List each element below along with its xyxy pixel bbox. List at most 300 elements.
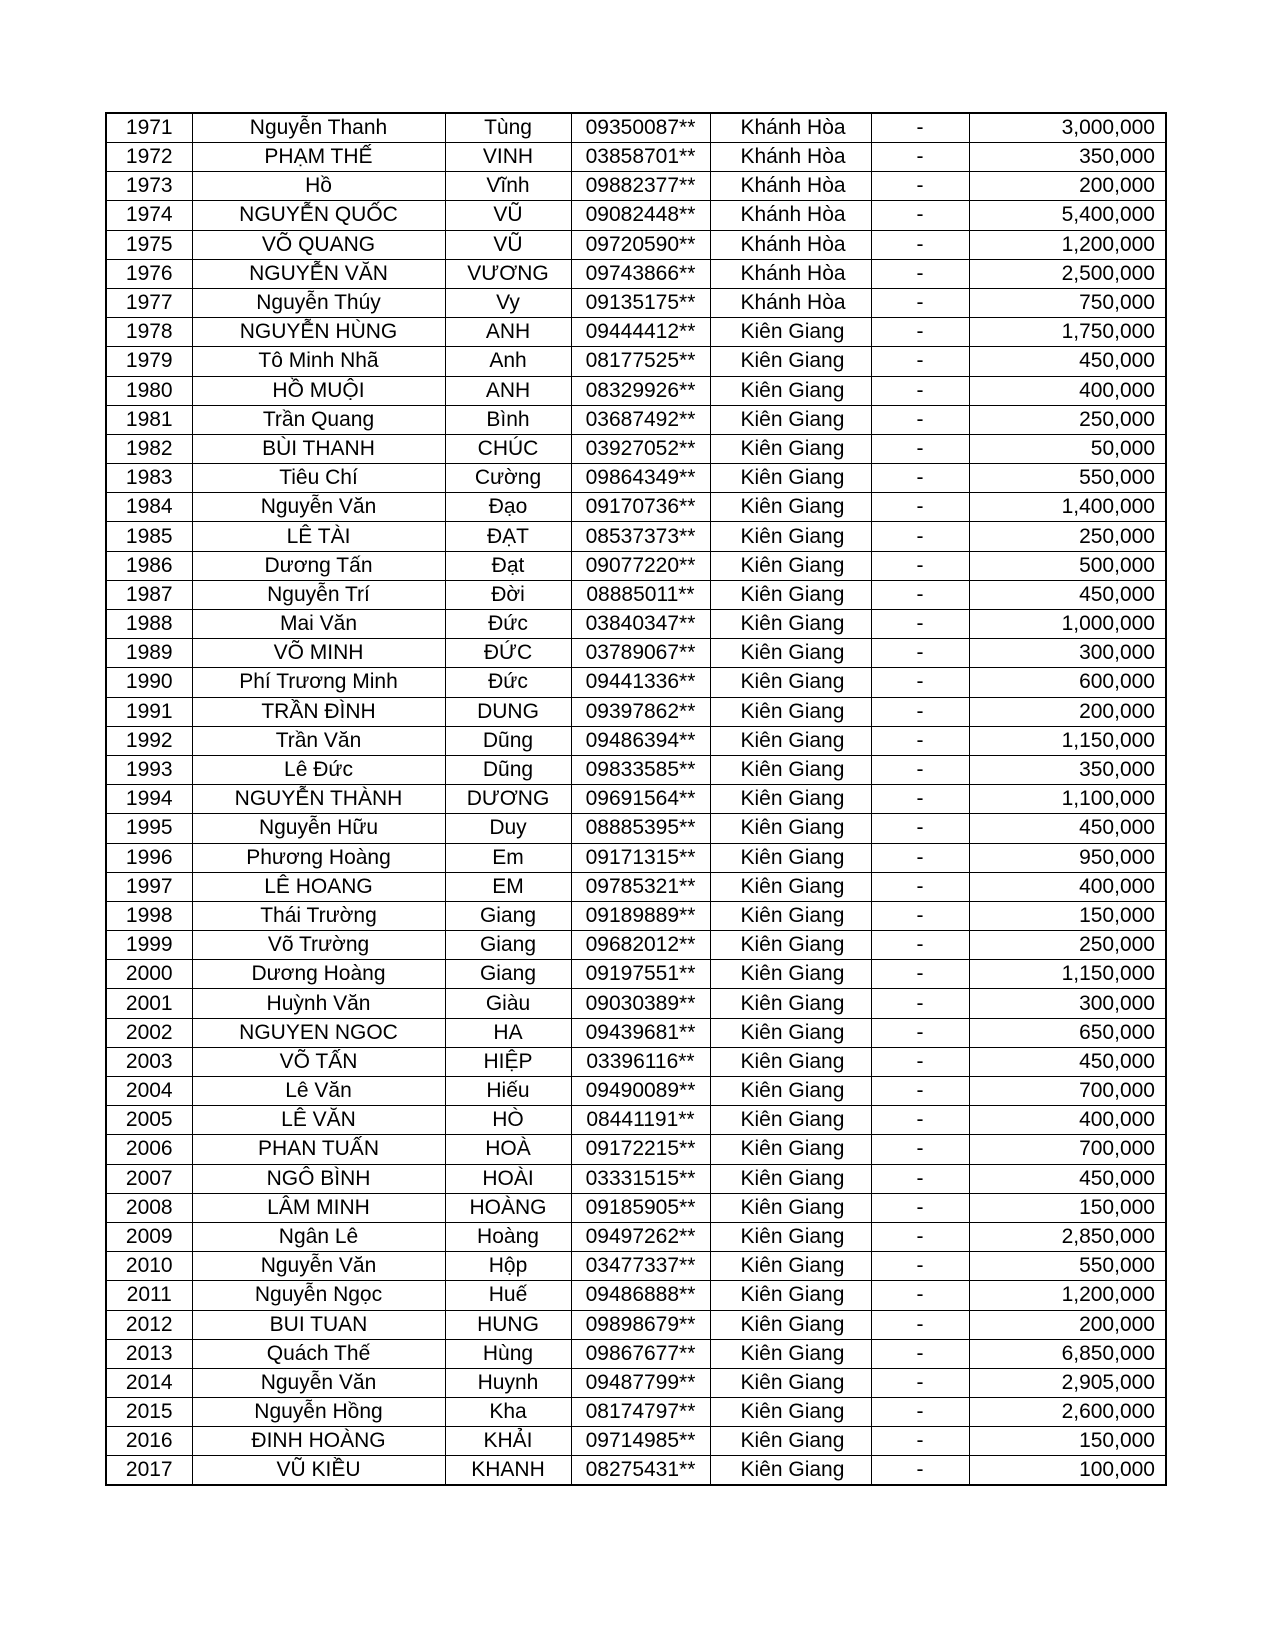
province: Kiên Giang: [710, 1427, 871, 1456]
first-name: ANH: [445, 376, 571, 405]
province: Kiên Giang: [710, 522, 871, 551]
phone-number: 09082448**: [571, 201, 710, 230]
phone-number: 09185905**: [571, 1193, 710, 1222]
province: Kiên Giang: [710, 1077, 871, 1106]
phone-number: 08537373**: [571, 522, 710, 551]
first-name: Đạt: [445, 551, 571, 580]
phone-number: 03331515**: [571, 1164, 710, 1193]
row-number: 1974: [106, 201, 192, 230]
amount: 6,850,000: [969, 1339, 1166, 1368]
row-number: 1990: [106, 668, 192, 697]
note: -: [871, 493, 969, 522]
row-number: 1988: [106, 610, 192, 639]
note: -: [871, 901, 969, 930]
first-name: Cường: [445, 464, 571, 493]
province: Kiên Giang: [710, 1456, 871, 1486]
given-name: LÊ TÀI: [192, 522, 445, 551]
province: Kiên Giang: [710, 785, 871, 814]
note: -: [871, 1077, 969, 1106]
phone-number: 09867677**: [571, 1339, 710, 1368]
table-row: [106, 464, 1166, 493]
amount: 650,000: [969, 1018, 1166, 1047]
amount: 600,000: [969, 668, 1166, 697]
note: -: [871, 143, 969, 172]
first-name: HA: [445, 1018, 571, 1047]
table-row: [106, 1047, 1166, 1076]
phone-number: 08441191**: [571, 1106, 710, 1135]
note: -: [871, 318, 969, 347]
first-name: HIỆP: [445, 1047, 571, 1076]
province: Kiên Giang: [710, 610, 871, 639]
row-number: 1998: [106, 901, 192, 930]
note: -: [871, 434, 969, 463]
given-name: Trần Văn: [192, 726, 445, 755]
row-number: 1984: [106, 493, 192, 522]
phone-number: 09189889**: [571, 901, 710, 930]
table-row: [106, 493, 1166, 522]
table-row: [106, 610, 1166, 639]
table-row: [106, 872, 1166, 901]
given-name: VÕ MINH: [192, 639, 445, 668]
table-row: [106, 931, 1166, 960]
table-row: [106, 960, 1166, 989]
note: -: [871, 668, 969, 697]
phone-number: 09486394**: [571, 726, 710, 755]
phone-number: 09691564**: [571, 785, 710, 814]
table-row: [106, 726, 1166, 755]
note: -: [871, 230, 969, 259]
given-name: Lê Đức: [192, 755, 445, 784]
first-name: Hiếu: [445, 1077, 571, 1106]
amount: 2,600,000: [969, 1398, 1166, 1427]
amount: 150,000: [969, 1427, 1166, 1456]
amount: 300,000: [969, 639, 1166, 668]
province: Kiên Giang: [710, 1222, 871, 1251]
amount: 200,000: [969, 697, 1166, 726]
given-name: Dương Tấn: [192, 551, 445, 580]
first-name: HOÀNG: [445, 1193, 571, 1222]
row-number: 2003: [106, 1047, 192, 1076]
phone-number: 09486888**: [571, 1281, 710, 1310]
table-row: [106, 580, 1166, 609]
note: -: [871, 288, 969, 317]
phone-number: 09439681**: [571, 1018, 710, 1047]
first-name: ANH: [445, 318, 571, 347]
given-name: Dương Hoàng: [192, 960, 445, 989]
note: -: [871, 1193, 969, 1222]
first-name: Tùng: [445, 113, 571, 143]
given-name: Nguyễn Thúy: [192, 288, 445, 317]
row-number: 1975: [106, 230, 192, 259]
table-row: [106, 989, 1166, 1018]
amount: 700,000: [969, 1077, 1166, 1106]
first-name: HOÀ: [445, 1135, 571, 1164]
table-row: [106, 1456, 1166, 1486]
note: -: [871, 259, 969, 288]
first-name: Bình: [445, 405, 571, 434]
note: -: [871, 522, 969, 551]
given-name: ĐINH HOÀNG: [192, 1427, 445, 1456]
row-number: 1992: [106, 726, 192, 755]
row-number: 2007: [106, 1164, 192, 1193]
first-name: Giang: [445, 931, 571, 960]
row-number: 1994: [106, 785, 192, 814]
given-name: Thái Trường: [192, 901, 445, 930]
phone-number: 03927052**: [571, 434, 710, 463]
first-name: Hùng: [445, 1339, 571, 1368]
row-number: 1973: [106, 172, 192, 201]
row-number: 1981: [106, 405, 192, 434]
table-row: [106, 376, 1166, 405]
province: Kiên Giang: [710, 1047, 871, 1076]
amount: 500,000: [969, 551, 1166, 580]
table-row: [106, 1427, 1166, 1456]
table-row: [106, 1193, 1166, 1222]
phone-number: 09833585**: [571, 755, 710, 784]
first-name: Vĩnh: [445, 172, 571, 201]
note: -: [871, 1106, 969, 1135]
province: Kiên Giang: [710, 1018, 871, 1047]
first-name: ĐỨC: [445, 639, 571, 668]
note: -: [871, 1427, 969, 1456]
first-name: Đời: [445, 580, 571, 609]
row-number: 2002: [106, 1018, 192, 1047]
phone-number: 09170736**: [571, 493, 710, 522]
first-name: Giang: [445, 901, 571, 930]
amount: 250,000: [969, 405, 1166, 434]
given-name: Nguyễn Văn: [192, 1252, 445, 1281]
province: Kiên Giang: [710, 434, 871, 463]
phone-number: 09135175**: [571, 288, 710, 317]
province: Kiên Giang: [710, 1164, 871, 1193]
given-name: NGUYỄN QUỐC: [192, 201, 445, 230]
province: Kiên Giang: [710, 1339, 871, 1368]
amount: 700,000: [969, 1135, 1166, 1164]
first-name: Giang: [445, 960, 571, 989]
phone-number: 09444412**: [571, 318, 710, 347]
row-number: 1972: [106, 143, 192, 172]
amount: 550,000: [969, 1252, 1166, 1281]
row-number: 2017: [106, 1456, 192, 1486]
phone-number: 09077220**: [571, 551, 710, 580]
amount: 450,000: [969, 814, 1166, 843]
row-number: 1987: [106, 580, 192, 609]
phone-number: 03858701**: [571, 143, 710, 172]
province: Khánh Hòa: [710, 230, 871, 259]
note: -: [871, 1456, 969, 1486]
note: -: [871, 610, 969, 639]
table-row: [106, 172, 1166, 201]
phone-number: 09030389**: [571, 989, 710, 1018]
phone-number: 08329926**: [571, 376, 710, 405]
table-row: [106, 347, 1166, 376]
province: Kiên Giang: [710, 639, 871, 668]
phone-number: 09350087**: [571, 113, 710, 143]
amount: 450,000: [969, 580, 1166, 609]
given-name: LÂM MINH: [192, 1193, 445, 1222]
note: -: [871, 1222, 969, 1251]
phone-number: 03396116**: [571, 1047, 710, 1076]
note: -: [871, 464, 969, 493]
table-row: [106, 143, 1166, 172]
province: Kiên Giang: [710, 405, 871, 434]
given-name: Ngân Lê: [192, 1222, 445, 1251]
given-name: BUI TUAN: [192, 1310, 445, 1339]
first-name: Dũng: [445, 755, 571, 784]
table-row: [106, 259, 1166, 288]
given-name: BÙI THANH: [192, 434, 445, 463]
note: -: [871, 405, 969, 434]
amount: 200,000: [969, 172, 1166, 201]
province: Kiên Giang: [710, 464, 871, 493]
table-row: [106, 551, 1166, 580]
row-number: 1979: [106, 347, 192, 376]
amount: 1,200,000: [969, 1281, 1166, 1310]
amount: 1,200,000: [969, 230, 1166, 259]
amount: 1,750,000: [969, 318, 1166, 347]
first-name: Hoàng: [445, 1222, 571, 1251]
note: -: [871, 726, 969, 755]
row-number: 1983: [106, 464, 192, 493]
first-name: Huế: [445, 1281, 571, 1310]
note: -: [871, 1047, 969, 1076]
phone-number: 03477337**: [571, 1252, 710, 1281]
given-name: Nguyễn Trí: [192, 580, 445, 609]
province: Kiên Giang: [710, 1193, 871, 1222]
given-name: NGUYỄN VĂN: [192, 259, 445, 288]
amount: 1,150,000: [969, 726, 1166, 755]
amount: 1,100,000: [969, 785, 1166, 814]
note: -: [871, 931, 969, 960]
note: -: [871, 1164, 969, 1193]
amount: 350,000: [969, 755, 1166, 784]
note: -: [871, 814, 969, 843]
note: -: [871, 639, 969, 668]
given-name: NGÔ BÌNH: [192, 1164, 445, 1193]
province: Kiên Giang: [710, 931, 871, 960]
first-name: Đạo: [445, 493, 571, 522]
phone-number: 09682012**: [571, 931, 710, 960]
row-number: 2000: [106, 960, 192, 989]
row-number: 2004: [106, 1077, 192, 1106]
given-name: PHẠM THẾ: [192, 143, 445, 172]
phone-number: 09172215**: [571, 1135, 710, 1164]
table-row: [106, 1018, 1166, 1047]
given-name: Võ Trường: [192, 931, 445, 960]
given-name: NGUYEN NGOC: [192, 1018, 445, 1047]
row-number: 2008: [106, 1193, 192, 1222]
amount: 250,000: [969, 931, 1166, 960]
row-number: 1982: [106, 434, 192, 463]
first-name: Hộp: [445, 1252, 571, 1281]
row-number: 1991: [106, 697, 192, 726]
row-number: 1977: [106, 288, 192, 317]
first-name: Đức: [445, 610, 571, 639]
province: Kiên Giang: [710, 755, 871, 784]
phone-number: 09743866**: [571, 259, 710, 288]
phone-number: 08174797**: [571, 1398, 710, 1427]
row-number: 1999: [106, 931, 192, 960]
table-row: [106, 1252, 1166, 1281]
amount: 150,000: [969, 901, 1166, 930]
given-name: VŨ KIỀU: [192, 1456, 445, 1486]
given-name: VÕ QUANG: [192, 230, 445, 259]
note: -: [871, 872, 969, 901]
given-name: Huỳnh Văn: [192, 989, 445, 1018]
phone-number: 08275431**: [571, 1456, 710, 1486]
table-row: [106, 1281, 1166, 1310]
given-name: Mai Văn: [192, 610, 445, 639]
given-name: NGUYỄN HÙNG: [192, 318, 445, 347]
amount: 350,000: [969, 143, 1166, 172]
province: Khánh Hòa: [710, 143, 871, 172]
row-number: 2014: [106, 1368, 192, 1397]
province: Kiên Giang: [710, 697, 871, 726]
amount: 1,400,000: [969, 493, 1166, 522]
amount: 950,000: [969, 843, 1166, 872]
row-number: 1993: [106, 755, 192, 784]
note: -: [871, 1368, 969, 1397]
amount: 450,000: [969, 1047, 1166, 1076]
province: Kiên Giang: [710, 901, 871, 930]
given-name: Quách Thế: [192, 1339, 445, 1368]
table-row: [106, 1398, 1166, 1427]
row-number: 2011: [106, 1281, 192, 1310]
note: -: [871, 1281, 969, 1310]
province: Khánh Hòa: [710, 172, 871, 201]
amount: 400,000: [969, 376, 1166, 405]
province: Kiên Giang: [710, 1106, 871, 1135]
province: Kiên Giang: [710, 1368, 871, 1397]
province: Khánh Hòa: [710, 113, 871, 143]
first-name: Anh: [445, 347, 571, 376]
province: Kiên Giang: [710, 318, 871, 347]
first-name: EM: [445, 872, 571, 901]
phone-number: 09864349**: [571, 464, 710, 493]
province: Kiên Giang: [710, 960, 871, 989]
amount: 2,905,000: [969, 1368, 1166, 1397]
first-name: HUNG: [445, 1310, 571, 1339]
phone-number: 03687492**: [571, 405, 710, 434]
first-name: Duy: [445, 814, 571, 843]
table-row: [106, 1077, 1166, 1106]
row-number: 2009: [106, 1222, 192, 1251]
amount: 1,150,000: [969, 960, 1166, 989]
table-row: [106, 1106, 1166, 1135]
phone-number: 09714985**: [571, 1427, 710, 1456]
first-name: HÒ: [445, 1106, 571, 1135]
phone-number: 08885011**: [571, 580, 710, 609]
province: Kiên Giang: [710, 376, 871, 405]
note: -: [871, 960, 969, 989]
phone-number: 09785321**: [571, 872, 710, 901]
row-number: 1995: [106, 814, 192, 843]
table-row: [106, 1310, 1166, 1339]
given-name: Hồ: [192, 172, 445, 201]
amount: 50,000: [969, 434, 1166, 463]
note: -: [871, 697, 969, 726]
row-number: 1980: [106, 376, 192, 405]
province: Kiên Giang: [710, 1252, 871, 1281]
row-number: 2001: [106, 989, 192, 1018]
table-row: [106, 814, 1166, 843]
table-row: [106, 434, 1166, 463]
table-row: [106, 230, 1166, 259]
province: Kiên Giang: [710, 1135, 871, 1164]
given-name: Nguyễn Hữu: [192, 814, 445, 843]
phone-number: 09397862**: [571, 697, 710, 726]
amount: 450,000: [969, 347, 1166, 376]
table-row: [106, 639, 1166, 668]
amount: 750,000: [969, 288, 1166, 317]
table-row: [106, 405, 1166, 434]
table-row: [106, 755, 1166, 784]
province: Kiên Giang: [710, 726, 871, 755]
row-number: 1971: [106, 113, 192, 143]
table-row: [106, 1368, 1166, 1397]
province: Kiên Giang: [710, 493, 871, 522]
table-row: [106, 901, 1166, 930]
note: -: [871, 347, 969, 376]
given-name: Tiêu Chí: [192, 464, 445, 493]
given-name: VÕ TẤN: [192, 1047, 445, 1076]
note: -: [871, 376, 969, 405]
amount: 100,000: [969, 1456, 1166, 1486]
row-number: 2010: [106, 1252, 192, 1281]
amount: 250,000: [969, 522, 1166, 551]
row-number: 2016: [106, 1427, 192, 1456]
row-number: 2006: [106, 1135, 192, 1164]
table-row: [106, 1339, 1166, 1368]
row-number: 2015: [106, 1398, 192, 1427]
first-name: ĐẠT: [445, 522, 571, 551]
province: Kiên Giang: [710, 1310, 871, 1339]
phone-number: 09898679**: [571, 1310, 710, 1339]
province: Kiên Giang: [710, 668, 871, 697]
phone-number: 09487799**: [571, 1368, 710, 1397]
amount: 2,500,000: [969, 259, 1166, 288]
note: -: [871, 1398, 969, 1427]
first-name: CHÚC: [445, 434, 571, 463]
phone-number: 09490089**: [571, 1077, 710, 1106]
row-number: 1986: [106, 551, 192, 580]
given-name: LÊ VĂN: [192, 1106, 445, 1135]
row-number: 1978: [106, 318, 192, 347]
table-row: [106, 201, 1166, 230]
given-name: Tô Minh Nhã: [192, 347, 445, 376]
table-row: [106, 1135, 1166, 1164]
amount: 300,000: [969, 989, 1166, 1018]
first-name: DƯƠNG: [445, 785, 571, 814]
row-number: 1976: [106, 259, 192, 288]
row-number: 2013: [106, 1339, 192, 1368]
amount: 200,000: [969, 1310, 1166, 1339]
note: -: [871, 843, 969, 872]
amount: 2,850,000: [969, 1222, 1166, 1251]
given-name: Nguyễn Ngọc: [192, 1281, 445, 1310]
table-row: [106, 668, 1166, 697]
row-number: 2012: [106, 1310, 192, 1339]
note: -: [871, 1018, 969, 1047]
note: -: [871, 785, 969, 814]
note: -: [871, 755, 969, 784]
province: Kiên Giang: [710, 347, 871, 376]
first-name: VŨ: [445, 230, 571, 259]
phone-number: 09441336**: [571, 668, 710, 697]
phone-number: 09197551**: [571, 960, 710, 989]
note: -: [871, 551, 969, 580]
amount: 150,000: [969, 1193, 1166, 1222]
